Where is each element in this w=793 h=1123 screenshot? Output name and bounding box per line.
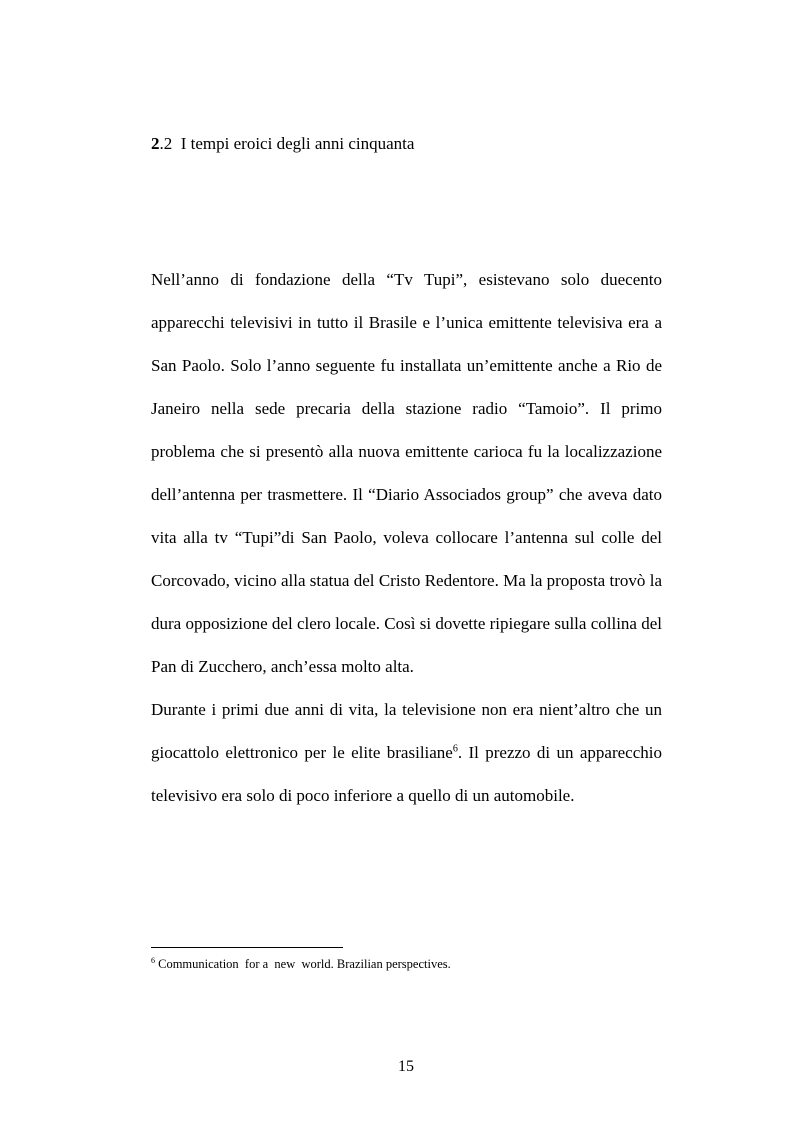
section-number-major: 2 [151, 134, 160, 153]
footnote [151, 956, 451, 972]
footnote-separator [151, 947, 343, 948]
paragraph-2-text-after-ref: . Il prezzo di un apparecchio televisivo era solo di poco inferiore a quello di un automobile. [151, 743, 662, 805]
body-text [151, 258, 662, 817]
footnote-reference: 6 [452, 743, 458, 755]
paragraph-1: Nell’anno di fondazione della “Tv Tupi”, esistevano solo duecento apparecchi televisivi in tutto il Brasile e l’unica emittente televisiva era a San Paolo. Solo l’anno seguente fu installata un’emittente anche a Rio de Janeiro nella sede precaria della stazione radio “Tamoio”. Il primo problema che si presentò alla nuova emittente carioca fu la localizzazione dell’antenna per trasmettere. Il “Diario Associados group” che aveva dato vita alla tv “Tupi”di San Paolo, voleva collocare l’antenna sul colle del Corcovado, vicino alla statua del Cristo Redentore. Ma la proposta trovò la dura opposizione del clero locale. Così si dovette ripiegare sulla collina del Pan di Zucchero, anch’essa molto alta. [151, 270, 662, 676]
section-heading [151, 132, 414, 156]
section-title: I tempi eroici degli anni cinquanta [180, 134, 415, 153]
page-number: 15 [398, 1058, 414, 1075]
footnote-marker: 6 [151, 955, 155, 965]
section-number-minor: .2 [159, 134, 173, 153]
paragraph-2 [151, 688, 662, 817]
paragraph-2-text-before-ref: Durante i primi due anni di vita, la televisione non era nient’altro che un giocattolo elettronico per le elite brasiliane [151, 700, 662, 762]
footnote-text: Communication for a new world. Brazilian perspectives. [155, 957, 451, 971]
